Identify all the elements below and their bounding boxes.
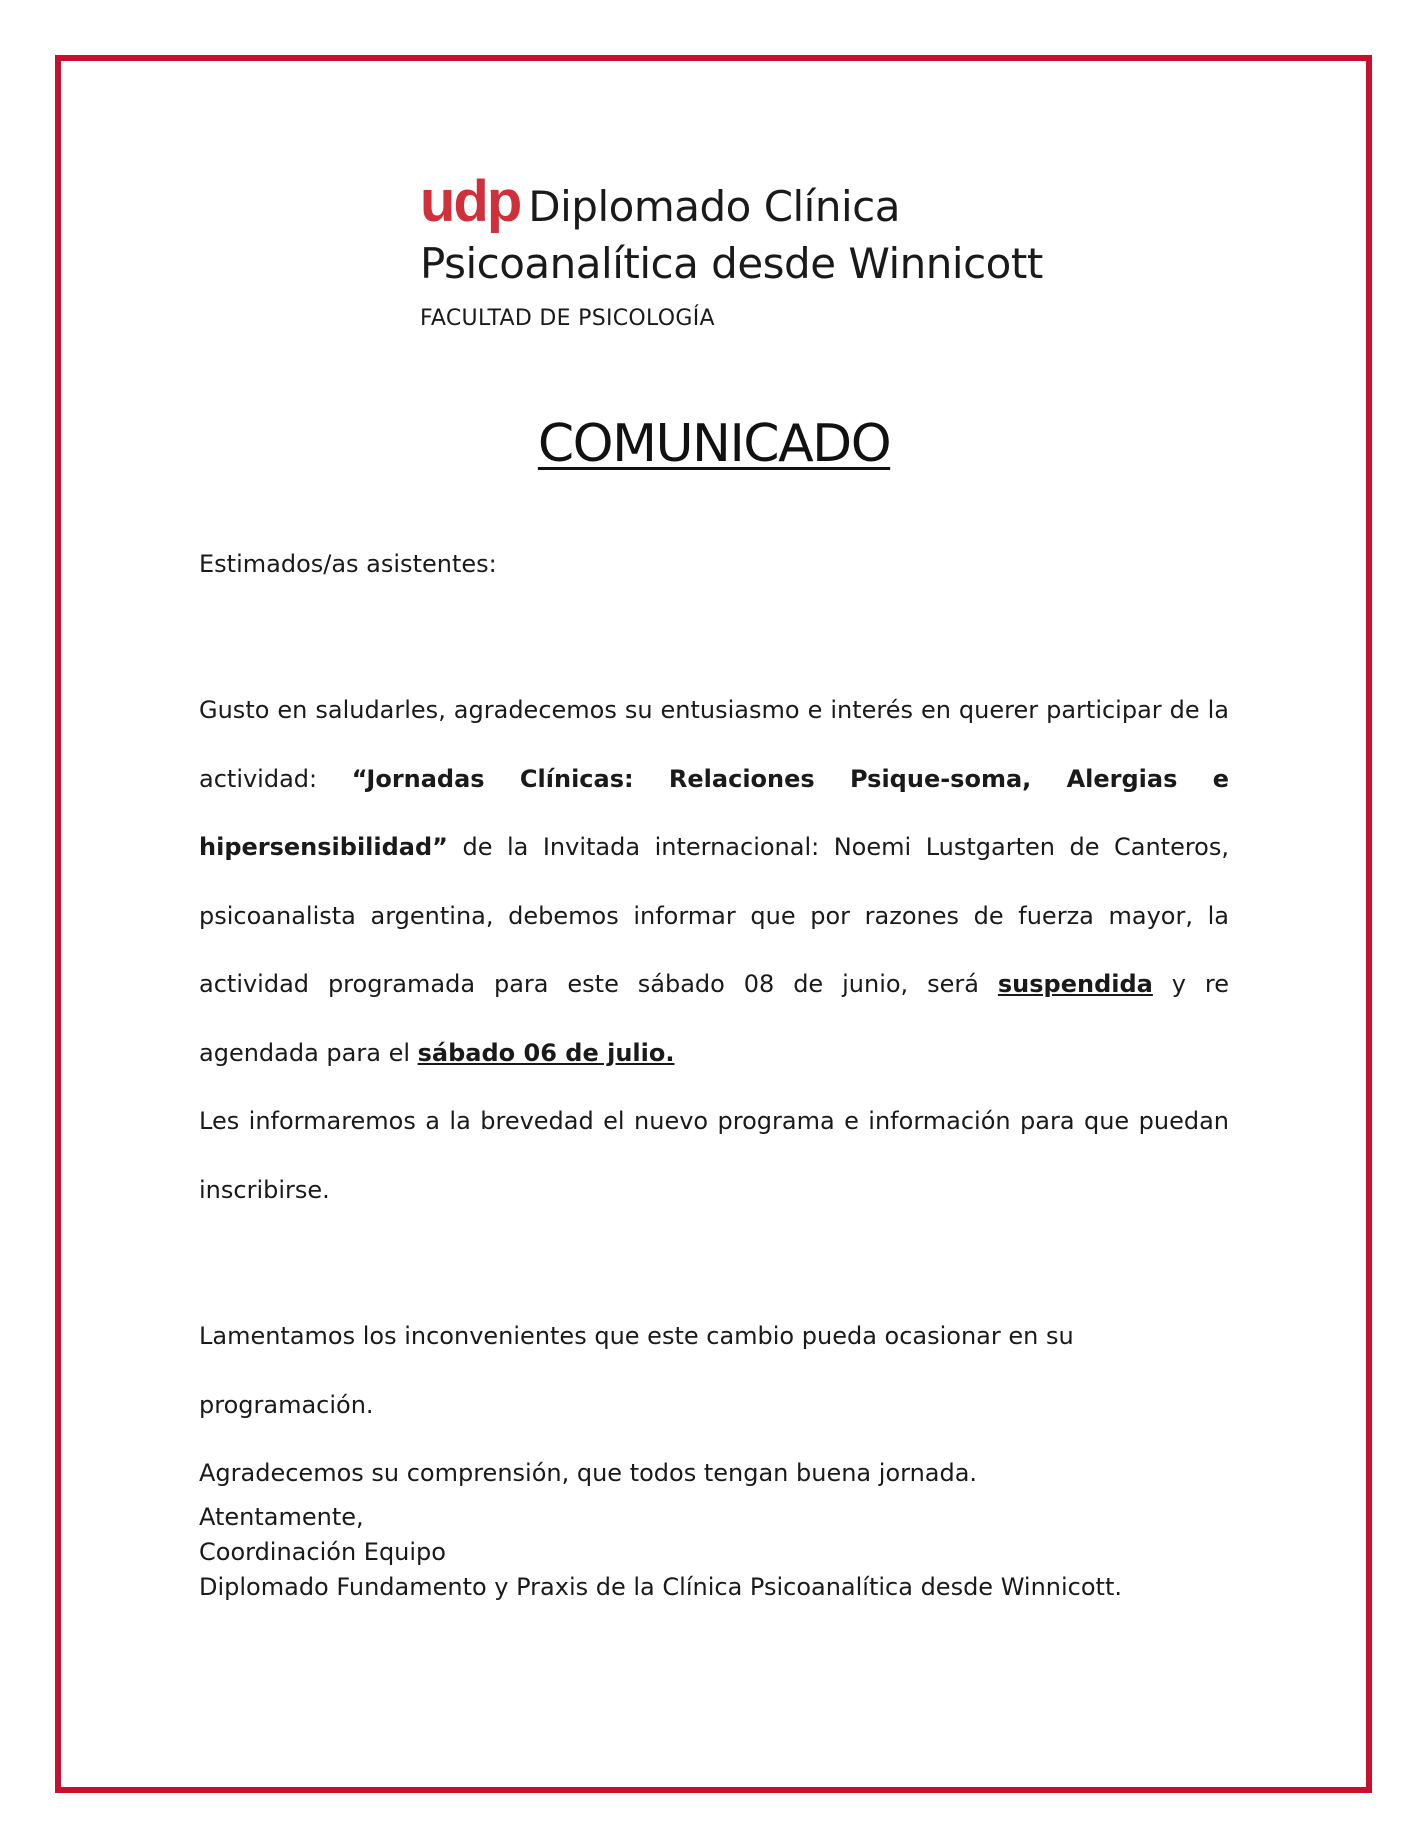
faculty-name: FACULTAD DE PSICOLOGÍA xyxy=(420,306,715,331)
paragraph-intro: Gusto en saludarles, agradecemos su entusiasmo e interés en querer participar de la actividad: xyxy=(199,696,1229,793)
info-paragraph: Les informaremos a la brevedad el nuevo programa e información para que puedan inscribirse. xyxy=(199,1107,1229,1204)
heading-text: COMUNICADO xyxy=(537,414,891,474)
apology-line: Lamentamos los inconvenientes que este cambio pueda ocasionar en su programación. xyxy=(199,1322,1074,1419)
paragraph-middle: de la Invitada internacional: Noemi Lustgarten de Canteros, psicoanalista argentina, debemos informar que por razones de fuerza mayor, la actividad programada para este sábado 08 de junio, será xyxy=(199,833,1229,998)
closing-block xyxy=(199,1500,1229,1605)
activity-title: “Jornadas Clínicas: Relaciones Psique-soma, Alergias e hipersensibilidad” xyxy=(199,764,1229,861)
apology-paragraph xyxy=(199,1302,1229,1508)
announcement-paragraph xyxy=(199,676,1229,1087)
document-heading xyxy=(0,414,1428,474)
status-suspended: suspendida xyxy=(997,970,1153,998)
thanks-line: Agradecemos su comprensión, que todos tengan buena jornada. xyxy=(199,1459,978,1487)
reschedule-text: y re agendada para el xyxy=(199,970,1230,1067)
closing-program: Diplomado Fundamento y Praxis de la Clínica Psicoanalítica desde Winnicott. xyxy=(199,1573,1122,1601)
udp-logo-mark: udp xyxy=(420,169,521,234)
logo xyxy=(420,168,1120,331)
logo-title-line-1: Diplomado Clínica xyxy=(528,182,900,231)
closing-signer: Coordinación Equipo xyxy=(199,1538,446,1566)
closing-salutation: Atentamente, xyxy=(199,1503,364,1531)
greeting: Estimados/as asistentes: xyxy=(199,550,497,578)
logo-line-1 xyxy=(420,168,1120,235)
logo-title-line-2: Psicoanalítica desde Winnicott xyxy=(420,239,1043,288)
logo-line-2 xyxy=(420,239,1120,288)
new-date: sábado 06 de julio. xyxy=(417,1038,675,1067)
